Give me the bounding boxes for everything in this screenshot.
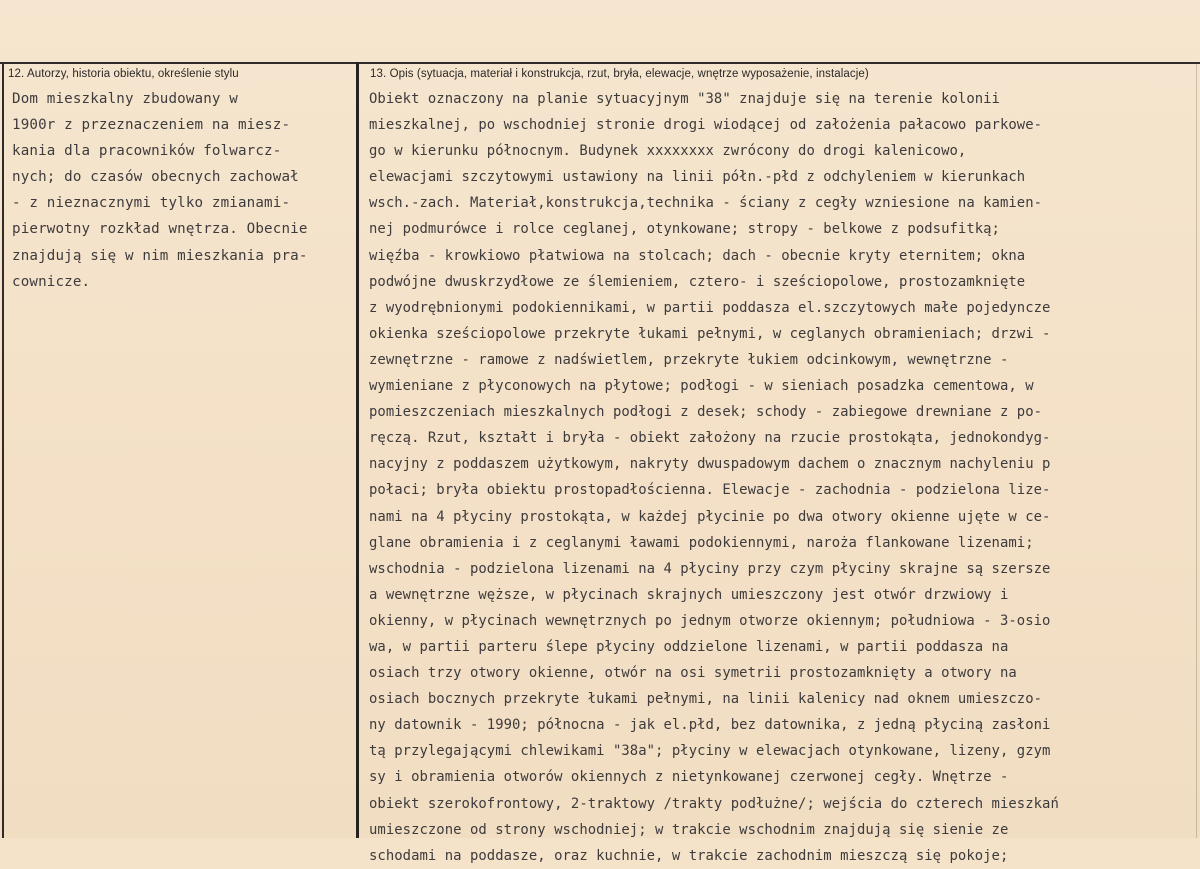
text-line: z wyodrębnionymi podokiennikami, w partii poddasza el.szczytowych małe pojedyncze [369,299,1051,316]
text-line: wschodnia - podzielona lizenami na 4 płyciny przy czym płyciny skrajne są szersze [369,560,1051,577]
text-line: schodami na poddasze, oraz kuchnie, w trakcie zachodnim mieszczą się pokoje; [369,847,1009,864]
text-line: ręczą. Rzut, kształt i bryła - obiekt założony na rzucie prostokąta, jednokondyg- [369,430,1051,447]
text-line: wsch.-zach. Materiał,konstrukcja,technika - ściany z cegły wzniesione na kamien- [369,195,1043,212]
text-line: nacyjny z poddaszem użytkowym, nakryty dwuspadowym dachem o znacznym nachyleniu p [369,456,1051,473]
section-13-body [369,86,1195,869]
left-border-rule [2,62,4,838]
text-line: podwójne dwuskrzydłowe ze ślemieniem, cztero- i sześciopolowe, prostozamknięte [369,273,1026,290]
text-line: glane obramienia i z ceglanymi ławami podokiennymi, naroża flankowane lizenami; [369,534,1034,551]
text-line: Obiekt oznaczony na planie sytuacyjnym "38" znajduje się na terenie kolonii [369,91,1000,107]
text-line: osiach trzy otwory okienne, otwór na osi symetrii prostozamknięty a otwory na [369,665,1017,682]
section-13-heading: 13. Opis (sytuacja, materiał i konstrukcja, rzut, bryła, elewacje, wnętrze wyposażenie, instalacje) [370,68,869,80]
text-line: go w kierunku północnym. Budynek xxxxxxxx zwrócony do drogi kalenicowo, [369,143,967,160]
text-line: nami na 4 płyciny prostokąta, w każdej płycinie po dwa otwory okienne ujęte w ce- [369,508,1051,525]
text-line: Dom mieszkalny zbudowany w [12,91,238,107]
text-line: obiekt szerokofrontowy, 2-traktowy /trakty podłużne/; wejścia do czterech mieszkań [369,795,1059,812]
header-rule [0,62,1200,64]
column-divider-rule [356,62,359,838]
text-line: wa, w partii parteru ślepe płyciny oddzielone lizenami, w partii poddasza na [369,638,1009,655]
text-line: okienny, w płycinach wewnętrznych po jednym otworze okiennym; południowa - 3-osio [369,612,1051,629]
text-line: połaci; bryła obiektu prostopadłościenna. Elewacje - zachodnia - podzielona lize- [369,482,1051,499]
text-line: sy i obramienia otworów okiennych z nietynkowanej czerwonej cegły. Wnętrze - [369,769,1009,786]
text-line: 1900r z przeznaczeniem na miesz- [12,117,291,134]
text-line: nej podmurówce i rolce ceglanej, otynkowane; stropy - belkowe z podsufitką; [369,221,1000,238]
text-line: osiach bocznych przekryte łukami pełnymi, na linii kalenicy nad oknem umieszczo- [369,691,1043,708]
text-line: wymieniane z płyconowych na płytowe; podłogi - w sieniach posadzka cementowa, w [369,378,1034,395]
text-line: umieszczone od strony wschodniej; w trakcie wschodnim znajdują się sienie ze [369,821,1009,838]
text-line: ny datownik - 1990; północna - jak el.płd, bez datownika, z jedną płyciną zasłoni [369,717,1051,734]
text-line: znajdują się w nim mieszkania pra- [12,247,308,264]
text-line: mieszkalnej, po wschodniej stronie drogi wiodącej od założenia pałacowo parkowe- [369,117,1043,134]
text-line: tą przylegającymi chlewikami "38a"; płyciny w elewacjach otynkowane, lizeny, gzym [369,743,1051,760]
text-line: pierwotny rozkład wnętrza. Obecnie [12,221,308,238]
text-line: cownicze. [12,273,91,290]
text-line: a wewnętrzne węższe, w płycinach skrajnych umieszczony jest otwór drzwiowy i [369,586,1009,603]
section-12-heading: 12. Autorzy, historia obiektu, określenie stylu [8,68,239,80]
text-line: zewnętrzne - ramowe z nadświetlem, przekryte łukiem odcinkowym, wewnętrzne - [369,351,1009,368]
text-line: pomieszczeniach mieszkalnych podłogi z desek; schody - zabiegowe drewniane z po- [369,404,1043,421]
section-12-body [12,86,352,295]
text-line: nych; do czasów obecnych zachował [12,169,299,186]
right-edge-shadow [1196,62,1197,838]
text-line: - z nieznacznymi tylko zmianami- [12,195,291,212]
text-line: kania dla pracowników folwarcz- [12,143,282,160]
text-line: więźba - krowkiowo płatwiowa na stolcach; dach - obecnie kryty eternitem; okna [369,247,1026,264]
text-line: elewacjami szczytowymi ustawiony na linii półn.-płd z odchyleniem w kierunkach [369,169,1026,186]
text-line: okienka sześciopolowe przekryte łukami pełnymi, w ceglanych obramieniach; drzwi - [369,325,1051,342]
